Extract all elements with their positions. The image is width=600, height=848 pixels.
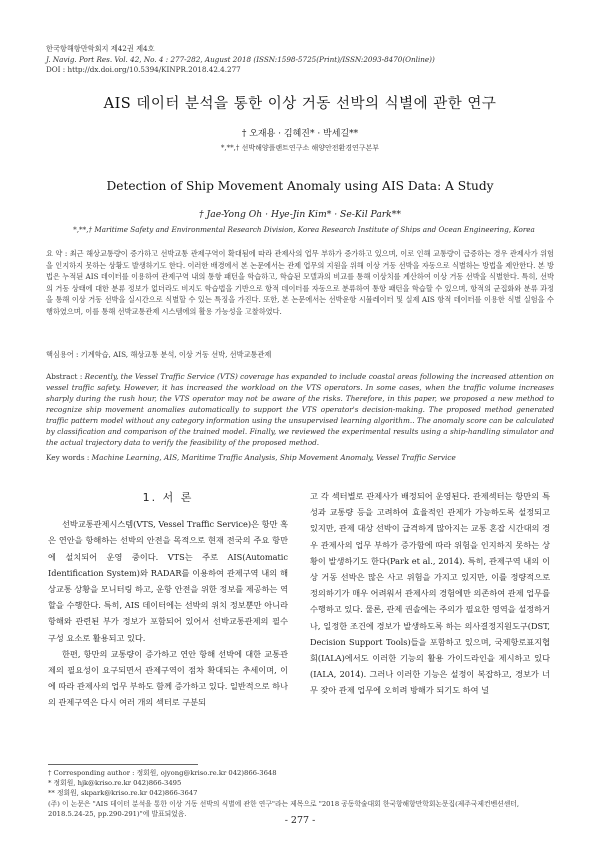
authors-en: † Jae-Yong Oh · Hye-Jin Kim* · Se-Kil Park** <box>199 209 401 220</box>
footnote: (주) 이 논문은 "AIS 데이터 분석을 통한 이상 거동 선박의 식별에 관한 연구"라는 제목으로 "2018 공동학술대회 한국항해항만학회논문집(제주국제컨벤션센터, 2018.5.24-25, pp.290-291)"에 발표되었음. <box>48 799 519 818</box>
affiliation-ko: *,**,† 선박해양플랜트연구소 해양안전환경연구본부 <box>220 144 380 152</box>
journal-header <box>46 44 435 76</box>
authors-ko: † 오재용 · 김혜진* · 박세길** <box>241 129 359 139</box>
footnote: † Corresponding author : 정회원, ojyong@kriso.re.kr 042)866-3648 <box>48 769 277 777</box>
footnote: ** 정회원, skpark@kriso.re.kr 042)866-3647 <box>48 789 198 798</box>
keywords-en-label: Key words : <box>46 453 90 462</box>
body-column-right <box>310 488 550 699</box>
paper-title-en: Detection of Ship Movement Anomaly using AIS Data: A Study <box>106 179 494 193</box>
keywords-en <box>46 453 554 462</box>
body-paragraph: 고 각 섹터별로 관제사가 배정되어 운영된다. 관제섹터는 항만의 특성과 교통량 등을 고려하여 효율적인 관제가 가능하도록 설정되고 있지만, 관제 대상 선박이 급격하게 많아지는 교통 혼잡 시간대의 경우 관제사의 업무 부하가 증가함에 따라 위험을 인지하지 못하는 상황이 발생하기도 한다(Park et al., 2014). 특히, 관제구역 내의 이상 거동 선박은 많은 사고 위험을 가지고 있지만, 이를 정량적으로 정의하기가 매우 어려워서 관제사의 경험에만 의존하여 관제 업무를 수행하고 있다. 물론, 관제 권솔에는 주의가 필요한 영역을 설정하거나, 일정한 조건에 경보가 발생하도록 하는 의사결정지원도구(DST, Decision Support Tools)들을 포함하고 있으며, 국제항로표지협회(IALA)에서도 이러한 기능의 활용 가이드라인을 제시하고 있다(IALA, 2014). 그러나 이러한 기능은 설정이 복잡하고, 경보가 너무 잦아 관제 업무에 오히려 방해가 되기도 하여 널 <box>310 491 550 696</box>
journal-name-ko: 한국항해항만학회지 제42권 제4호 <box>46 44 155 53</box>
footnote-divider <box>48 764 198 765</box>
journal-citation: J. Navig. Port Res. Vol. 42, No. 4 : 277-282, August 2018 (ISSN:1598-5725(Print)/ISSN:2093-8470(Online)) <box>46 54 435 64</box>
affiliation-en: *,**,† Maritime Safety and Environmental Research Division, Korea Research Institute of Ships and Ocean Engineering, Korea <box>73 225 535 234</box>
abstract-en <box>46 371 554 448</box>
abstract-ko: 요 약 : 최근 해상교통량이 증가하고 선박교통 관제구역이 확대됨에 따라 관제사의 업무 부하가 증가하고 있으며, 이로 인해 교통량이 급증하는 경우 관제사가 위험을 인지하지 못하는 상황도 발생하기도 한다. 이러한 배경에서 본 논문에서는 관제 업무의 지원을 위해 이상 거동 선박을 자동으로 식별하는 방법을 제안한다. 본 방법은 누적된 AIS 데이터를 이용하여 관제구역 내의 통항 패턴을 학습하고, 학습된 모델과의 비교를 통해 이상치를 계산하여 이상 거동 선박을 식별한다. 특히, 선박의 거동 상태에 대한 분류 정보가 없더라도 비지도 학습법을 기반으로 항적 데이터를 자동으로 분류하여 통항 패턴을 학습할 수 있으며, 항적의 군집화와 분류 과정을 통해 이상 거동 선박을 실시간으로 식별할 수 있는 특징을 가진다. 또한, 본 논문에서는 선박운항 시뮬레이터 및 실제 AIS 항적 데이터를 이용한 식별 실험을 수행하였으며, 이를 통해 선박교통관제 시스템에의 활용 가능성을 고찰하였다. <box>46 249 554 316</box>
keywords-en-text: Machine Learning, AIS, Maritime Traffic Analysis, Ship Movement Anomaly, Vessel Traffic Service <box>91 453 456 462</box>
abstract-en-label: Abstract : <box>46 372 83 381</box>
page-number: - 277 - <box>284 815 316 826</box>
abstract-en-text: Recently, the Vessel Traffic Service (VTS) coverage has expanded to include coastal areas following the increased attention on vessel traffic safety. However, it has increased the workload on the VTS operators. In some cases, when the traffic volume increases sharply during the rush hour, the VTS operator may not be aware of the risks. Therefore, in this paper, we proposed a new method to recognize ship movement anomalies automatically to support the VTS operator's decision-making. The proposed method generated traffic pattern model without any category information using the unsupervised learning algorithm.. The anomaly score can be calculated by classification and comparison of the trained model. Finally, we reviewed the experimental results using a ship-handling simulator and the actual trajectory data to verify the feasibility of the proposed method. <box>46 372 554 447</box>
body-paragraph: 한편, 항만의 교통량이 증가하고 연안 항해 선박에 대한 교통관제의 필요성이 요구되면서 관제구역이 점차 확대되는 추세이며, 이에 따라 관제사의 업무 부하도 함께 증가하고 있다. 일반적으로 하나의 관제구역은 다시 여러 개의 섹터로 구분되 <box>48 648 288 708</box>
body-column-left <box>48 490 288 711</box>
paper-title-ko: AIS 데이터 분석을 통한 이상 거동 선박의 식별에 관한 연구 <box>103 96 497 112</box>
section-heading: 1. 서 론 <box>142 491 194 504</box>
footnotes <box>48 768 558 819</box>
body-paragraph: 선박교통관제시스템(VTS, Vessel Traffic Service)은 항만 혹은 연안을 항해하는 선박의 안전을 목적으로 현재 전국의 주요 항만에 설치되어 운영 중이다. VTS는 주로 AIS(Automatic Identification System)와 RADAR를 이용하여 관제구역 내의 해상교통 상황을 모니터링 하고, 운항 안전을 위한 정보를 제공하는 역할을 수행한다. 특히, AIS 데이터에는 선박의 위치 정보뿐만 아니라 항해와 관련된 부가 정보가 포함되어 있어서 선박교통관제의 필수 구성 요소로 활용되고 있다. <box>48 519 288 643</box>
footnote: * 정회원, hjk@kriso.re.kr 042)866-3495 <box>48 779 182 788</box>
keywords-ko: 핵심용어 : 기계학습, AIS, 해상교통 분석, 이상 거동 선박, 선박교통관제 <box>46 350 272 359</box>
doi-link[interactable]: DOI : http://dx.doi.org/10.5394/KINPR.2018.42.4.277 <box>46 65 241 74</box>
